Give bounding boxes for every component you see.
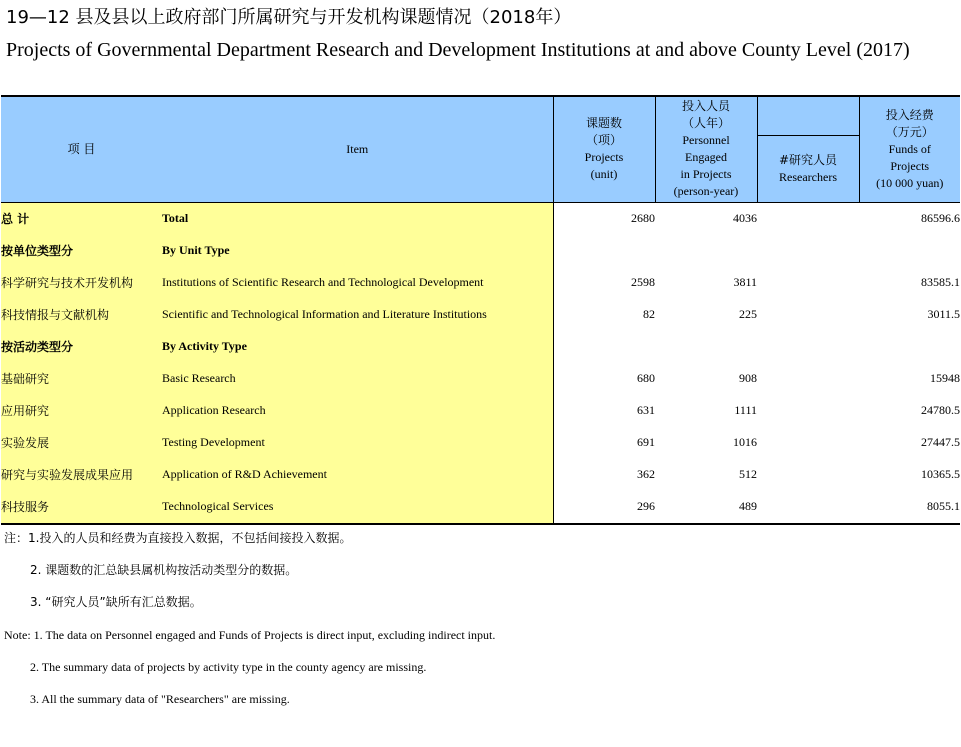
row-label-cn: 总 计 <box>1 202 162 235</box>
note-en-2: 2. The summary data of projects by activity type in the county agency are missing. <box>30 660 427 674</box>
header-personnel <box>655 96 757 202</box>
cell-researchers <box>757 267 859 299</box>
cell-projects: 691 <box>637 435 655 449</box>
header-researchers-en: Researchers <box>779 169 837 184</box>
row-label-en: By Unit Type <box>162 235 553 267</box>
table-row <box>1 363 960 395</box>
cell-funds <box>859 331 960 363</box>
row-label-cn: 应用研究 <box>1 395 162 427</box>
cell-researchers <box>757 427 859 459</box>
row-label-en: Application of R&D Achievement <box>162 459 553 491</box>
table-row <box>1 459 960 491</box>
header-funds-cn: 投入经费 <box>885 107 934 122</box>
row-label-en: Institutions of Scientific Research and Technological Development <box>162 267 553 299</box>
cell-researchers <box>757 299 859 331</box>
table-row <box>1 299 960 331</box>
cell-personnel: 1111 <box>734 403 757 417</box>
cell-projects: 2680 <box>553 202 655 235</box>
row-label-cn: 实验发展 <box>1 427 162 459</box>
page-title-cn: 19—12 县及县以上政府部门所属研究与开发机构课题情况（2018年） <box>6 7 572 28</box>
cell-funds: 15948 <box>930 371 960 385</box>
header-projects <box>553 96 655 202</box>
header-funds-cn-unit: （万元） <box>885 124 934 139</box>
row-label-en: Basic Research <box>162 363 553 395</box>
header-personnel-en-4: (person-year) <box>673 184 739 199</box>
note-cn-2: 2. 课题数的汇总缺县属机构按活动类型分的数据。 <box>30 563 298 577</box>
cell-personnel <box>655 331 757 363</box>
header-funds-en-2: Projects <box>890 158 930 173</box>
header-personnel-en-1: Personnel <box>682 133 730 148</box>
row-label-cn: 研究与实验发展成果应用 <box>1 459 162 491</box>
header-projects-en-unit: (unit) <box>590 167 618 182</box>
cell-personnel: 4036 <box>655 202 757 235</box>
table-row <box>1 395 960 427</box>
cell-researchers <box>757 331 859 363</box>
cell-projects: 296 <box>553 491 655 524</box>
row-label-cn: 按活动类型分 <box>1 331 162 363</box>
cell-projects: 631 <box>637 403 655 417</box>
cell-researchers <box>757 459 859 491</box>
table-row <box>1 235 960 267</box>
header-funds <box>859 96 960 202</box>
row-label-cn: 科技情报与文献机构 <box>1 299 162 331</box>
cell-funds: 8055.1 <box>859 491 960 524</box>
note-en-3: 3. All the summary data of "Researchers" are missing. <box>30 692 290 706</box>
header-projects-cn-unit: （项） <box>585 133 622 148</box>
header-projects-en: Projects <box>584 150 624 165</box>
cell-personnel: 908 <box>739 371 757 385</box>
row-label-en: Total <box>162 202 553 235</box>
cell-projects <box>553 235 655 267</box>
cell-funds: 86596.6 <box>859 202 960 235</box>
cell-projects: 82 <box>643 307 655 321</box>
cell-funds: 10365.5 <box>921 467 960 481</box>
row-label-cn: 基础研究 <box>1 363 162 395</box>
row-label-cn: 科学研究与技术开发机构 <box>1 267 162 299</box>
table-row <box>1 427 960 459</box>
note-en-1: Note: 1. The data on Personnel engaged and Funds of Projects is direct input, excluding indirect input. <box>4 628 496 642</box>
cell-researchers <box>757 202 859 235</box>
cell-personnel: 512 <box>739 467 757 481</box>
cell-projects: 680 <box>637 371 655 385</box>
note-cn-1: 注：1.投入的人员和经费为直接投入数据，不包括间接投入数据。 <box>4 531 352 545</box>
table-row <box>1 267 960 299</box>
cell-funds: 24780.5 <box>921 403 960 417</box>
row-label-en: Scientific and Technological Information and Literature Institutions <box>162 299 553 331</box>
header-item-cn: 项 目 <box>1 96 162 202</box>
cell-personnel: 3811 <box>733 275 757 289</box>
cell-projects: 362 <box>637 467 655 481</box>
header-personnel-en-2: Engaged <box>685 150 727 165</box>
table-row <box>1 202 960 235</box>
row-label-en: By Activity Type <box>162 331 553 363</box>
row-label-en: Application Research <box>162 395 553 427</box>
cell-researchers <box>757 395 859 427</box>
header-funds-en-1: Funds of <box>888 141 931 156</box>
cell-personnel <box>655 235 757 267</box>
row-label-cn: 按单位类型分 <box>1 235 162 267</box>
header-projects-cn: 课题数 <box>585 116 622 131</box>
cell-projects: 2598 <box>631 275 655 289</box>
header-personnel-cn-unit: （人年） <box>681 116 730 131</box>
row-label-en: Technological Services <box>162 491 553 524</box>
page-title-en: Projects of Governmental Department Research and Development Institutions at and above County Level (2017) <box>6 39 910 61</box>
cell-funds: 3011.5 <box>927 307 960 321</box>
cell-researchers <box>757 491 859 524</box>
header-researchers <box>757 135 859 202</box>
cell-researchers <box>757 235 859 267</box>
header-researchers-top <box>757 96 859 135</box>
header-researchers-cn: #研究人员 <box>778 152 838 167</box>
cell-funds: 27447.5 <box>921 435 960 449</box>
header-item-en: Item <box>162 96 553 202</box>
cell-personnel: 489 <box>655 491 757 524</box>
cell-projects <box>553 331 655 363</box>
table-row <box>1 331 960 363</box>
cell-personnel: 1016 <box>733 435 757 449</box>
header-funds-en-3: (10 000 yuan) <box>876 175 944 190</box>
note-cn-3: 3. “研究人员”缺所有汇总数据。 <box>30 595 202 609</box>
table-row <box>1 491 960 524</box>
projects-table <box>1 95 960 525</box>
cell-personnel: 225 <box>739 307 757 321</box>
header-personnel-en-3: in Projects <box>680 167 732 182</box>
row-label-en: Testing Development <box>162 427 553 459</box>
header-personnel-cn: 投入人员 <box>681 99 730 114</box>
cell-funds <box>859 235 960 267</box>
cell-funds: 83585.1 <box>921 275 960 289</box>
row-label-cn: 科技服务 <box>1 491 162 524</box>
cell-researchers <box>757 363 859 395</box>
